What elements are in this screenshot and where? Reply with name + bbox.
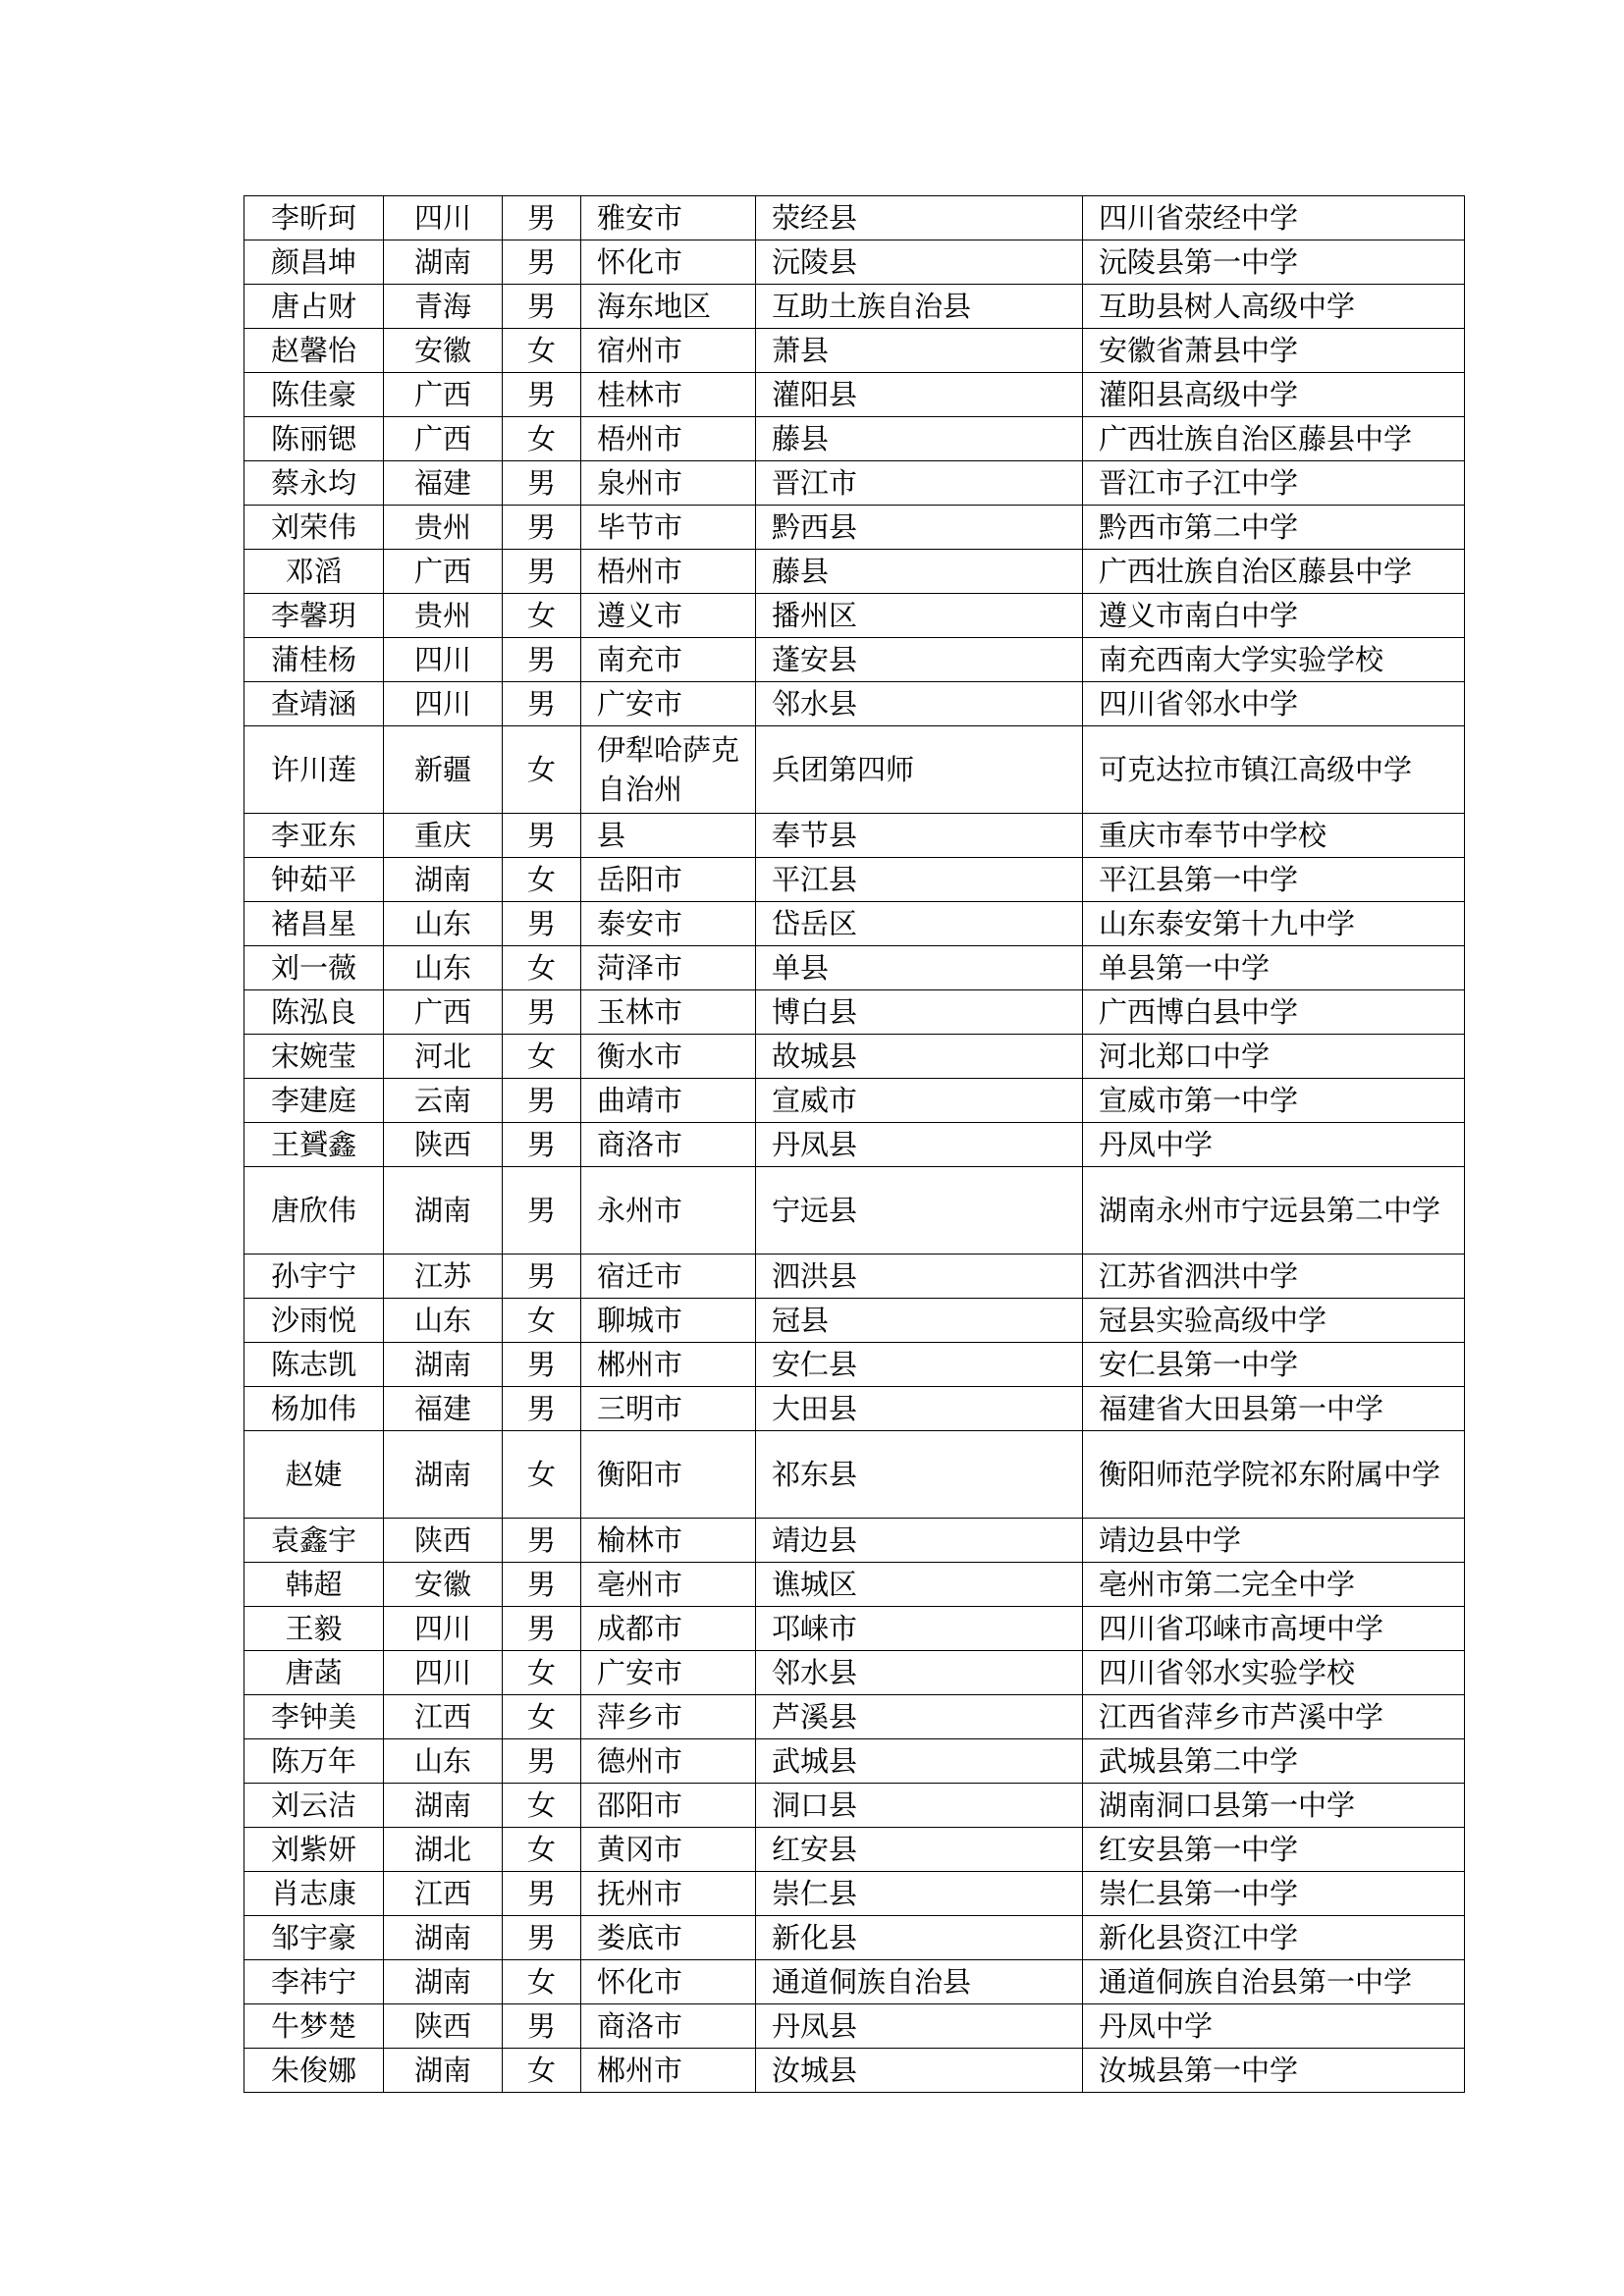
- city-cell: 成都市: [581, 1607, 756, 1651]
- school-cell: 重庆市奉节中学校: [1083, 814, 1465, 858]
- student-name-cell: 钟茹平: [244, 858, 384, 902]
- student-name-cell: 李钟美: [244, 1695, 384, 1739]
- table-row: [244, 1828, 1465, 1872]
- city-cell: 宿州市: [581, 329, 756, 373]
- city-cell: 毕节市: [581, 506, 756, 550]
- city-cell: 商洛市: [581, 2004, 756, 2049]
- table-row: [244, 638, 1465, 682]
- county-cell: 奉节县: [756, 814, 1083, 858]
- gender-cell: 男: [503, 1916, 581, 1960]
- school-cell: 湖南永州市宁远县第二中学: [1083, 1167, 1465, 1255]
- school-cell: 沅陵县第一中学: [1083, 240, 1465, 285]
- school-cell: 通道侗族自治县第一中学: [1083, 1960, 1465, 2004]
- table-row: [244, 1651, 1465, 1695]
- gender-cell: 女: [503, 726, 581, 814]
- gender-cell: 男: [503, 1607, 581, 1651]
- province-cell: 四川: [384, 196, 503, 240]
- table-row: [244, 902, 1465, 946]
- city-cell: 三明市: [581, 1387, 756, 1431]
- gender-cell: 男: [503, 1387, 581, 1431]
- county-cell: 播州区: [756, 594, 1083, 638]
- student-name-cell: 邓滔: [244, 550, 384, 594]
- student-name-cell: 陈佳豪: [244, 373, 384, 417]
- city-cell: 广安市: [581, 682, 756, 726]
- school-cell: 湖南洞口县第一中学: [1083, 1784, 1465, 1828]
- province-cell: 陕西: [384, 2004, 503, 2049]
- county-cell: 藤县: [756, 417, 1083, 461]
- table-row: [244, 726, 1465, 814]
- school-cell: 广西博白县中学: [1083, 990, 1465, 1035]
- province-cell: 四川: [384, 1607, 503, 1651]
- student-name-cell: 王贇鑫: [244, 1123, 384, 1167]
- school-cell: 互助县树人高级中学: [1083, 285, 1465, 329]
- province-cell: 湖南: [384, 1784, 503, 1828]
- province-cell: 云南: [384, 1079, 503, 1123]
- student-name-cell: 陈丽锶: [244, 417, 384, 461]
- school-cell: 广西壮族自治区藤县中学: [1083, 550, 1465, 594]
- school-cell: 遵义市南白中学: [1083, 594, 1465, 638]
- table-row: [244, 240, 1465, 285]
- student-name-cell: 许川莲: [244, 726, 384, 814]
- province-cell: 山东: [384, 1739, 503, 1784]
- gender-cell: 男: [503, 1255, 581, 1299]
- gender-cell: 男: [503, 682, 581, 726]
- city-cell: 怀化市: [581, 240, 756, 285]
- roster-body: [244, 196, 1465, 2093]
- gender-cell: 男: [503, 240, 581, 285]
- table-row: [244, 1387, 1465, 1431]
- gender-cell: 男: [503, 902, 581, 946]
- county-cell: 邻水县: [756, 682, 1083, 726]
- gender-cell: 男: [503, 638, 581, 682]
- province-cell: 湖南: [384, 240, 503, 285]
- gender-cell: 女: [503, 1035, 581, 1079]
- county-cell: 丹凤县: [756, 1123, 1083, 1167]
- student-name-cell: 蒲桂杨: [244, 638, 384, 682]
- student-name-cell: 李昕珂: [244, 196, 384, 240]
- table-row: [244, 1695, 1465, 1739]
- province-cell: 四川: [384, 638, 503, 682]
- county-cell: 武城县: [756, 1739, 1083, 1784]
- table-row: [244, 329, 1465, 373]
- gender-cell: 女: [503, 946, 581, 990]
- table-row: [244, 1035, 1465, 1079]
- table-row: [244, 2049, 1465, 2093]
- gender-cell: 女: [503, 1784, 581, 1828]
- city-cell: 衡阳市: [581, 1431, 756, 1519]
- school-cell: 安徽省萧县中学: [1083, 329, 1465, 373]
- county-cell: 博白县: [756, 990, 1083, 1035]
- city-cell: 广安市: [581, 1651, 756, 1695]
- school-cell: 四川省荥经中学: [1083, 196, 1465, 240]
- county-cell: 大田县: [756, 1387, 1083, 1431]
- province-cell: 广西: [384, 550, 503, 594]
- city-cell: 桂林市: [581, 373, 756, 417]
- province-cell: 四川: [384, 682, 503, 726]
- student-name-cell: 李祎宁: [244, 1960, 384, 2004]
- province-cell: 青海: [384, 285, 503, 329]
- county-cell: 故城县: [756, 1035, 1083, 1079]
- province-cell: 安徽: [384, 329, 503, 373]
- county-cell: 晋江市: [756, 461, 1083, 506]
- gender-cell: 女: [503, 594, 581, 638]
- gender-cell: 女: [503, 417, 581, 461]
- province-cell: 陕西: [384, 1123, 503, 1167]
- school-cell: 可克达拉市镇江高级中学: [1083, 726, 1465, 814]
- table-row: [244, 506, 1465, 550]
- gender-cell: 男: [503, 196, 581, 240]
- student-name-cell: 李建庭: [244, 1079, 384, 1123]
- school-cell: 汝城县第一中学: [1083, 2049, 1465, 2093]
- county-cell: 萧县: [756, 329, 1083, 373]
- school-cell: 崇仁县第一中学: [1083, 1872, 1465, 1916]
- city-cell: 泉州市: [581, 461, 756, 506]
- table-row: [244, 990, 1465, 1035]
- city-cell: 郴州市: [581, 1343, 756, 1387]
- province-cell: 贵州: [384, 506, 503, 550]
- table-row: [244, 1872, 1465, 1916]
- county-cell: 祁东县: [756, 1431, 1083, 1519]
- city-cell: 遵义市: [581, 594, 756, 638]
- table-row: [244, 1167, 1465, 1255]
- county-cell: 邻水县: [756, 1651, 1083, 1695]
- table-row: [244, 1784, 1465, 1828]
- school-cell: 福建省大田县第一中学: [1083, 1387, 1465, 1431]
- school-cell: 亳州市第二完全中学: [1083, 1563, 1465, 1607]
- gender-cell: 男: [503, 373, 581, 417]
- county-cell: 新化县: [756, 1916, 1083, 1960]
- county-cell: 岱岳区: [756, 902, 1083, 946]
- table-row: [244, 1123, 1465, 1167]
- province-cell: 重庆: [384, 814, 503, 858]
- school-cell: 靖边县中学: [1083, 1519, 1465, 1563]
- school-cell: 冠县实验高级中学: [1083, 1299, 1465, 1343]
- gender-cell: 男: [503, 1739, 581, 1784]
- county-cell: 丹凤县: [756, 2004, 1083, 2049]
- table-row: [244, 550, 1465, 594]
- gender-cell: 女: [503, 329, 581, 373]
- province-cell: 山东: [384, 1299, 503, 1343]
- county-cell: 汝城县: [756, 2049, 1083, 2093]
- table-row: [244, 1960, 1465, 2004]
- county-cell: 芦溪县: [756, 1695, 1083, 1739]
- school-cell: 宣威市第一中学: [1083, 1079, 1465, 1123]
- city-cell: 南充市: [581, 638, 756, 682]
- gender-cell: 女: [503, 2049, 581, 2093]
- county-cell: 单县: [756, 946, 1083, 990]
- school-cell: 江苏省泗洪中学: [1083, 1255, 1465, 1299]
- student-name-cell: 赵婕: [244, 1431, 384, 1519]
- school-cell: 广西壮族自治区藤县中学: [1083, 417, 1465, 461]
- city-cell: 娄底市: [581, 1916, 756, 1960]
- school-cell: 南充西南大学实验学校: [1083, 638, 1465, 682]
- city-cell: 郴州市: [581, 2049, 756, 2093]
- province-cell: 福建: [384, 461, 503, 506]
- student-name-cell: 唐欣伟: [244, 1167, 384, 1255]
- province-cell: 湖南: [384, 1960, 503, 2004]
- table-row: [244, 1299, 1465, 1343]
- county-cell: 靖边县: [756, 1519, 1083, 1563]
- province-cell: 山东: [384, 946, 503, 990]
- city-cell: 菏泽市: [581, 946, 756, 990]
- gender-cell: 男: [503, 1519, 581, 1563]
- table-row: [244, 2004, 1465, 2049]
- county-cell: 黔西县: [756, 506, 1083, 550]
- gender-cell: 女: [503, 858, 581, 902]
- table-row: [244, 1255, 1465, 1299]
- province-cell: 广西: [384, 417, 503, 461]
- gender-cell: 男: [503, 1563, 581, 1607]
- school-cell: 新化县资江中学: [1083, 1916, 1465, 1960]
- county-cell: 邛崃市: [756, 1607, 1083, 1651]
- student-name-cell: 朱俊娜: [244, 2049, 384, 2093]
- province-cell: 贵州: [384, 594, 503, 638]
- school-cell: 平江县第一中学: [1083, 858, 1465, 902]
- county-cell: 平江县: [756, 858, 1083, 902]
- county-cell: 宁远县: [756, 1167, 1083, 1255]
- student-name-cell: 孙宇宁: [244, 1255, 384, 1299]
- city-cell: 衡水市: [581, 1035, 756, 1079]
- school-cell: 黔西市第二中学: [1083, 506, 1465, 550]
- student-name-cell: 杨加伟: [244, 1387, 384, 1431]
- province-cell: 河北: [384, 1035, 503, 1079]
- gender-cell: 男: [503, 1872, 581, 1916]
- school-cell: 山东泰安第十九中学: [1083, 902, 1465, 946]
- city-cell: 曲靖市: [581, 1079, 756, 1123]
- gender-cell: 女: [503, 1431, 581, 1519]
- school-cell: 安仁县第一中学: [1083, 1343, 1465, 1387]
- school-cell: 单县第一中学: [1083, 946, 1465, 990]
- student-name-cell: 李亚东: [244, 814, 384, 858]
- school-cell: 四川省邛崃市高埂中学: [1083, 1607, 1465, 1651]
- county-cell: 互助土族自治县: [756, 285, 1083, 329]
- province-cell: 湖南: [384, 1167, 503, 1255]
- city-cell: 榆林市: [581, 1519, 756, 1563]
- student-name-cell: 陈志凯: [244, 1343, 384, 1387]
- province-cell: 广西: [384, 990, 503, 1035]
- city-cell: 岳阳市: [581, 858, 756, 902]
- table-row: [244, 1563, 1465, 1607]
- city-cell: 商洛市: [581, 1123, 756, 1167]
- province-cell: 湖南: [384, 1431, 503, 1519]
- school-cell: 江西省萍乡市芦溪中学: [1083, 1695, 1465, 1739]
- student-name-cell: 颜昌坤: [244, 240, 384, 285]
- gender-cell: 男: [503, 285, 581, 329]
- county-cell: 蓬安县: [756, 638, 1083, 682]
- province-cell: 湖南: [384, 2049, 503, 2093]
- city-cell: 抚州市: [581, 1872, 756, 1916]
- city-cell: 雅安市: [581, 196, 756, 240]
- student-name-cell: 刘荣伟: [244, 506, 384, 550]
- city-cell: 玉林市: [581, 990, 756, 1035]
- table-row: [244, 373, 1465, 417]
- county-cell: 洞口县: [756, 1784, 1083, 1828]
- gender-cell: 女: [503, 1651, 581, 1695]
- student-name-cell: 赵馨怡: [244, 329, 384, 373]
- gender-cell: 女: [503, 1299, 581, 1343]
- city-cell: 德州市: [581, 1739, 756, 1784]
- city-cell: 聊城市: [581, 1299, 756, 1343]
- city-cell: 黄冈市: [581, 1828, 756, 1872]
- city-cell: 海东地区: [581, 285, 756, 329]
- county-cell: 沅陵县: [756, 240, 1083, 285]
- table-row: [244, 858, 1465, 902]
- student-name-cell: 王毅: [244, 1607, 384, 1651]
- gender-cell: 女: [503, 1960, 581, 2004]
- city-cell: 萍乡市: [581, 1695, 756, 1739]
- student-roster-table: [244, 195, 1465, 2093]
- county-cell: 兵团第四师: [756, 726, 1083, 814]
- table-row: [244, 682, 1465, 726]
- school-cell: 河北郑口中学: [1083, 1035, 1465, 1079]
- table-row: [244, 417, 1465, 461]
- gender-cell: 男: [503, 2004, 581, 2049]
- county-cell: 藤县: [756, 550, 1083, 594]
- province-cell: 山东: [384, 902, 503, 946]
- gender-cell: 男: [503, 1079, 581, 1123]
- student-name-cell: 蔡永均: [244, 461, 384, 506]
- student-name-cell: 刘一薇: [244, 946, 384, 990]
- city-cell: 梧州市: [581, 550, 756, 594]
- table-row: [244, 1916, 1465, 1960]
- county-cell: 红安县: [756, 1828, 1083, 1872]
- city-cell: 邵阳市: [581, 1784, 756, 1828]
- table-row: [244, 1431, 1465, 1519]
- student-name-cell: 李馨玥: [244, 594, 384, 638]
- table-row: [244, 1607, 1465, 1651]
- county-cell: 荥经县: [756, 196, 1083, 240]
- province-cell: 江西: [384, 1695, 503, 1739]
- city-cell: 泰安市: [581, 902, 756, 946]
- province-cell: 福建: [384, 1387, 503, 1431]
- gender-cell: 男: [503, 1167, 581, 1255]
- gender-cell: 男: [503, 461, 581, 506]
- county-cell: 灌阳县: [756, 373, 1083, 417]
- student-name-cell: 沙雨悦: [244, 1299, 384, 1343]
- table-row: [244, 1519, 1465, 1563]
- student-name-cell: 唐占财: [244, 285, 384, 329]
- province-cell: 湖南: [384, 1916, 503, 1960]
- gender-cell: 女: [503, 1695, 581, 1739]
- student-name-cell: 刘云洁: [244, 1784, 384, 1828]
- gender-cell: 男: [503, 1123, 581, 1167]
- school-cell: 丹凤中学: [1083, 1123, 1465, 1167]
- province-cell: 湖南: [384, 858, 503, 902]
- school-cell: 晋江市子江中学: [1083, 461, 1465, 506]
- table-row: [244, 1079, 1465, 1123]
- school-cell: 四川省邻水中学: [1083, 682, 1465, 726]
- city-cell: 县: [581, 814, 756, 858]
- city-cell: 宿迁市: [581, 1255, 756, 1299]
- school-cell: 武城县第二中学: [1083, 1739, 1465, 1784]
- province-cell: 安徽: [384, 1563, 503, 1607]
- student-name-cell: 查靖涵: [244, 682, 384, 726]
- province-cell: 四川: [384, 1651, 503, 1695]
- province-cell: 陕西: [384, 1519, 503, 1563]
- student-name-cell: 宋婉莹: [244, 1035, 384, 1079]
- county-cell: 宣威市: [756, 1079, 1083, 1123]
- county-cell: 安仁县: [756, 1343, 1083, 1387]
- table-row: [244, 814, 1465, 858]
- table-row: [244, 461, 1465, 506]
- county-cell: 冠县: [756, 1299, 1083, 1343]
- county-cell: 谯城区: [756, 1563, 1083, 1607]
- city-cell: 梧州市: [581, 417, 756, 461]
- county-cell: 崇仁县: [756, 1872, 1083, 1916]
- province-cell: 湖南: [384, 1343, 503, 1387]
- school-cell: 衡阳师范学院祁东附属中学: [1083, 1431, 1465, 1519]
- city-cell: 永州市: [581, 1167, 756, 1255]
- gender-cell: 男: [503, 990, 581, 1035]
- table-row: [244, 1343, 1465, 1387]
- school-cell: 丹凤中学: [1083, 2004, 1465, 2049]
- gender-cell: 男: [503, 1343, 581, 1387]
- county-cell: 泗洪县: [756, 1255, 1083, 1299]
- table-row: [244, 196, 1465, 240]
- student-name-cell: 袁鑫宇: [244, 1519, 384, 1563]
- student-name-cell: 肖志康: [244, 1872, 384, 1916]
- student-name-cell: 邹宇豪: [244, 1916, 384, 1960]
- table-row: [244, 1739, 1465, 1784]
- student-name-cell: 陈泓良: [244, 990, 384, 1035]
- province-cell: 江苏: [384, 1255, 503, 1299]
- student-name-cell: 陈万年: [244, 1739, 384, 1784]
- province-cell: 新疆: [384, 726, 503, 814]
- student-name-cell: 韩超: [244, 1563, 384, 1607]
- gender-cell: 男: [503, 550, 581, 594]
- school-cell: 灌阳县高级中学: [1083, 373, 1465, 417]
- student-name-cell: 褚昌星: [244, 902, 384, 946]
- table-row: [244, 946, 1465, 990]
- student-name-cell: 唐菡: [244, 1651, 384, 1695]
- city-cell: 亳州市: [581, 1563, 756, 1607]
- gender-cell: 男: [503, 814, 581, 858]
- school-cell: 红安县第一中学: [1083, 1828, 1465, 1872]
- table-row: [244, 285, 1465, 329]
- school-cell: 四川省邻水实验学校: [1083, 1651, 1465, 1695]
- gender-cell: 女: [503, 1828, 581, 1872]
- gender-cell: 男: [503, 506, 581, 550]
- province-cell: 湖北: [384, 1828, 503, 1872]
- student-name-cell: 刘紫妍: [244, 1828, 384, 1872]
- table-row: [244, 594, 1465, 638]
- province-cell: 江西: [384, 1872, 503, 1916]
- county-cell: 通道侗族自治县: [756, 1960, 1083, 2004]
- province-cell: 广西: [384, 373, 503, 417]
- city-cell: 怀化市: [581, 1960, 756, 2004]
- city-cell: 伊犁哈萨克自治州: [581, 726, 756, 814]
- student-name-cell: 牛梦楚: [244, 2004, 384, 2049]
